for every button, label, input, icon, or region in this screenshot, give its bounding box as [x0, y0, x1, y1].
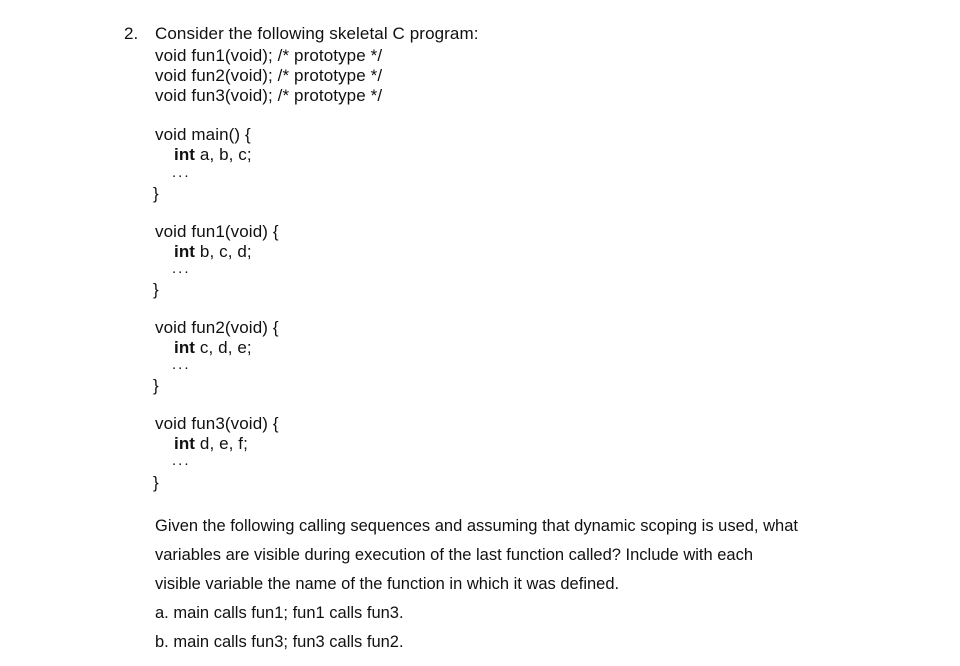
function-header-fun1: void fun1(void) { — [155, 222, 279, 241]
declaration-fun1 — [174, 242, 252, 262]
prototype-line: void fun3(void); /* prototype */ — [155, 86, 383, 105]
close-brace: } — [153, 473, 159, 492]
ellipsis: ... — [172, 452, 191, 469]
int-keyword: int — [174, 338, 196, 357]
close-brace: } — [153, 280, 159, 299]
int-keyword: int — [174, 145, 196, 164]
declaration-vars: a, b, c; — [195, 145, 252, 164]
close-brace: } — [153, 376, 159, 395]
prompt-line: Given the following calling sequences and assuming that dynamic scoping is used, what — [155, 517, 798, 535]
part-b: b. main calls fun3; fun3 calls fun2. — [155, 633, 404, 651]
ellipsis: ... — [172, 164, 191, 181]
prototype-line: void fun2(void); /* prototype */ — [155, 66, 383, 85]
declaration-fun3 — [174, 434, 248, 454]
int-keyword: int — [174, 434, 196, 453]
prompt-line: variables are visible during execution of the last function called? Include with each — [155, 546, 754, 564]
question-number: 2. — [124, 24, 139, 43]
prototype-line: void fun1(void); /* prototype */ — [155, 46, 383, 65]
declaration-vars: b, c, d; — [195, 242, 252, 261]
ellipsis: ... — [172, 260, 191, 277]
function-header-main: void main() { — [155, 125, 251, 144]
question-intro: Consider the following skeletal C program: — [155, 24, 479, 43]
declaration-vars: c, d, e; — [195, 338, 252, 357]
ellipsis: ... — [172, 356, 191, 373]
declaration-fun2 — [174, 338, 252, 358]
function-header-fun3: void fun3(void) { — [155, 414, 279, 433]
int-keyword: int — [174, 242, 196, 261]
prompt-line: visible variable the name of the function in which it was defined. — [155, 575, 620, 593]
part-a: a. main calls fun1; fun1 calls fun3. — [155, 604, 404, 622]
declaration-vars: d, e, f; — [195, 434, 248, 453]
close-brace: } — [153, 184, 159, 203]
function-header-fun2: void fun2(void) { — [155, 318, 279, 337]
declaration-main — [174, 145, 252, 165]
